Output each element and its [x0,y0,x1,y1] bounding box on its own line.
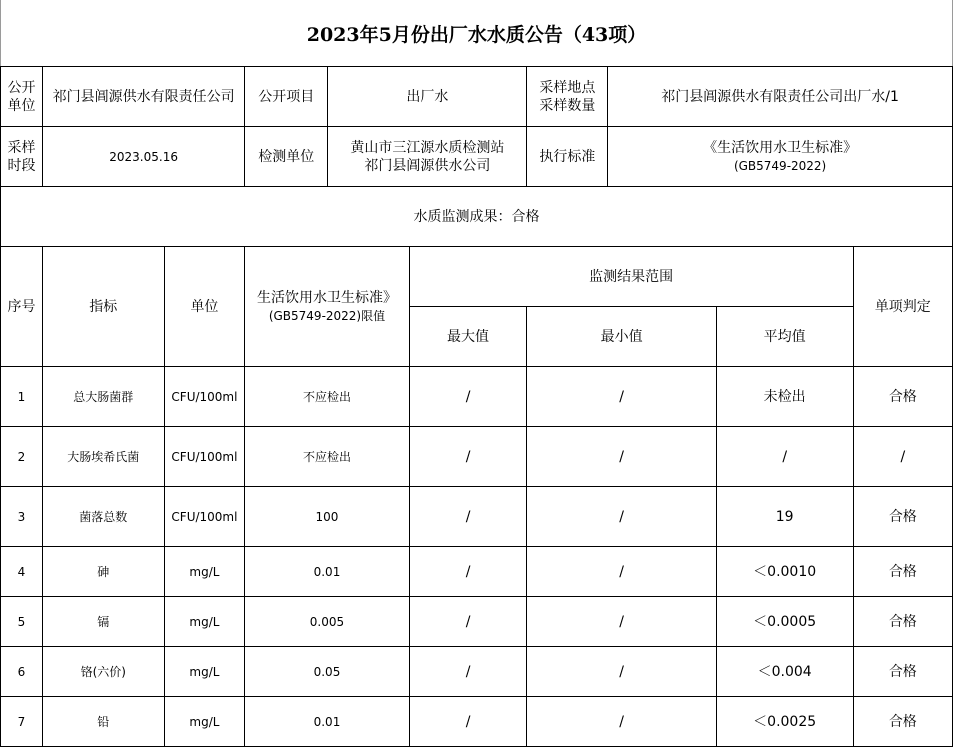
cell-min: / [527,487,716,547]
info-row-2 [1,127,953,187]
cell-limit: 100 [245,487,409,547]
table-row [1,547,953,597]
cell-no: 7 [1,697,43,747]
cell-unit: CFU/100ml [164,487,245,547]
header-judge: 单项判定 [853,247,952,367]
cell-no: 2 [1,427,43,487]
test-unit-label: 检测单位 [245,127,328,187]
cell-no: 5 [1,597,43,647]
standard-value-line1: 《生活饮用水卫生标准》 [703,139,858,156]
cell-min: / [527,427,716,487]
standard-label: 执行标准 [527,127,608,187]
cell-limit: 不应检出 [245,427,409,487]
cell-max: / [409,647,527,697]
cell-unit: mg/L [164,647,245,697]
cell-judge: 合格 [853,547,952,597]
sampling-site-label-line2: 采样数量 [539,97,596,114]
info-row-1 [1,67,953,127]
cell-unit: mg/L [164,697,245,747]
cell-avg: / [716,427,853,487]
header-no: 序号 [1,247,43,367]
cell-min: / [527,647,716,697]
cell-avg: ＜0.0025 [716,697,853,747]
cell-avg: 19 [716,487,853,547]
cell-limit: 0.005 [245,597,409,647]
sampling-site-value: 祁门县阊源供水有限责任公司出厂水/1 [608,67,953,127]
cell-indicator: 镉 [42,597,164,647]
cell-min: / [527,697,716,747]
cell-limit: 不应检出 [245,367,409,427]
cell-indicator: 铅 [42,697,164,747]
table-row [1,597,953,647]
cell-indicator: 总大肠菌群 [42,367,164,427]
header-max: 最大值 [409,307,527,367]
header-range: 监测结果范围 [409,247,853,307]
standard-value-line2: (GB5749-2022) [733,158,827,173]
cell-min: / [527,367,716,427]
sampling-period-label-line2: 时段 [7,157,36,174]
cell-indicator: 砷 [42,547,164,597]
public-unit-value: 祁门县阊源供水有限责任公司 [42,67,244,127]
header-limit-line2: (GB5749-2022)限值 [268,308,386,323]
header-limit-line1: 生活饮用水卫生标准》 [256,289,397,306]
header-limit [245,247,409,367]
report-table [0,66,953,747]
table-row [1,487,953,547]
table-row [1,697,953,747]
cell-max: / [409,597,527,647]
header-unit: 单位 [164,247,245,367]
cell-no: 1 [1,367,43,427]
cell-unit: mg/L [164,547,245,597]
cell-limit: 0.05 [245,647,409,697]
cell-avg: ＜0.0010 [716,547,853,597]
cell-no: 6 [1,647,43,697]
cell-unit: mg/L [164,597,245,647]
cell-judge: 合格 [853,597,952,647]
cell-no: 3 [1,487,43,547]
standard-value [608,127,953,187]
test-unit-value-line1: 黄山市三江源水质检测站 [350,139,505,156]
sampling-period-label [1,127,43,187]
cell-judge: 合格 [853,487,952,547]
table-row [1,647,953,697]
cell-unit: CFU/100ml [164,427,245,487]
header-min: 最小值 [527,307,716,367]
test-unit-value [328,127,527,187]
cell-max: / [409,427,527,487]
cell-max: / [409,367,527,427]
cell-max: / [409,487,527,547]
cell-judge: 合格 [853,697,952,747]
cell-max: / [409,697,527,747]
cell-indicator: 铬(六价) [42,647,164,697]
sampling-site-label-line1: 采样地点 [539,79,596,96]
test-unit-value-line2: 祁门县阊源供水公司 [364,157,491,174]
table-row [1,367,953,427]
cell-judge: / [853,427,952,487]
summary-row [1,187,953,247]
page-title: 2023年5月份出厂水水质公告（43项） [0,0,953,66]
cell-limit: 0.01 [245,697,409,747]
header-row-1 [1,247,953,307]
cell-indicator: 菌落总数 [42,487,164,547]
cell-min: / [527,597,716,647]
cell-max: / [409,547,527,597]
monitoring-summary: 水质监测成果：合格 [1,187,953,247]
cell-avg: ＜0.0005 [716,597,853,647]
public-item-label: 公开项目 [245,67,328,127]
cell-judge: 合格 [853,647,952,697]
cell-min: / [527,547,716,597]
public-item-value: 出厂水 [328,67,527,127]
sampling-site-label [527,67,608,127]
table-row [1,427,953,487]
cell-indicator: 大肠埃希氏菌 [42,427,164,487]
public-unit-label-line1: 公开 [7,79,36,96]
cell-judge: 合格 [853,367,952,427]
sampling-period-value: 2023.05.16 [42,127,244,187]
public-unit-label [1,67,43,127]
header-indicator: 指标 [42,247,164,367]
sampling-period-label-line1: 采样 [7,139,36,156]
cell-avg: ＜0.004 [716,647,853,697]
cell-avg: 未检出 [716,367,853,427]
header-avg: 平均值 [716,307,853,367]
cell-no: 4 [1,547,43,597]
cell-limit: 0.01 [245,547,409,597]
cell-unit: CFU/100ml [164,367,245,427]
public-unit-label-line2: 单位 [7,97,36,114]
